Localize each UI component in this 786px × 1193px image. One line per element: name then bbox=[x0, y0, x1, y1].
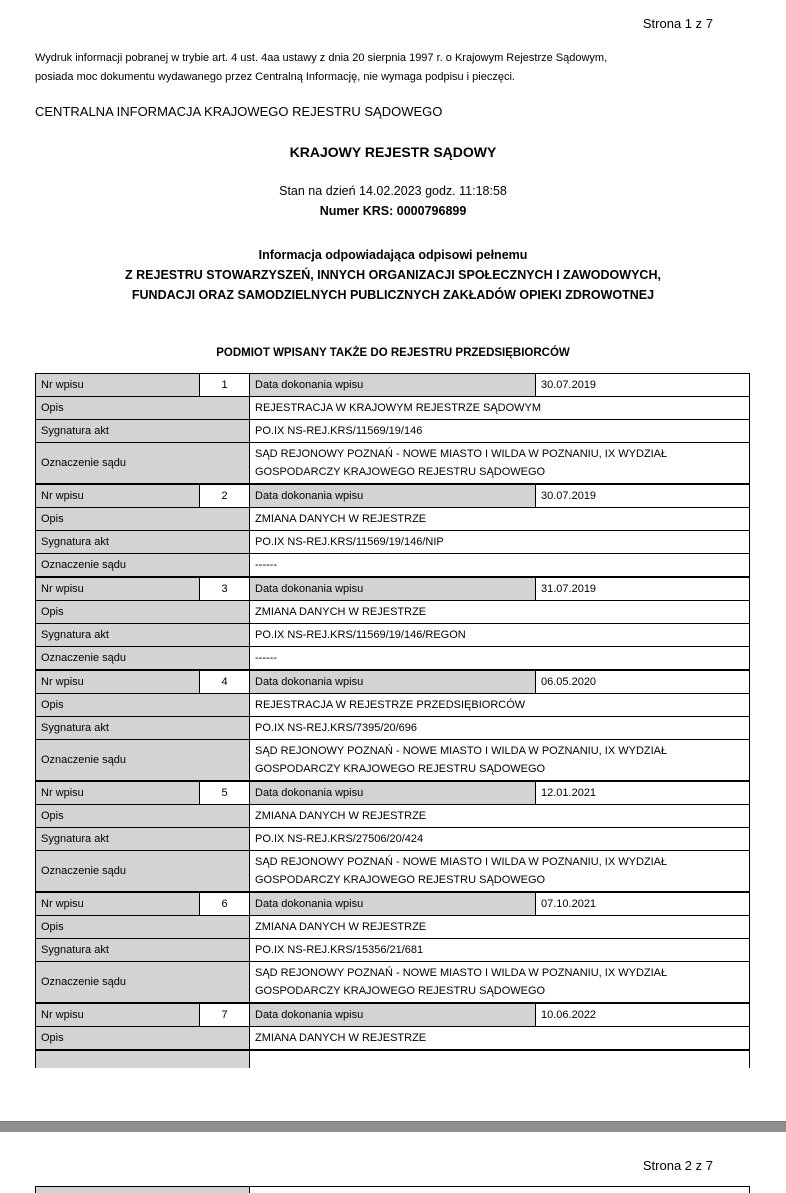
entry-row-sad bbox=[36, 740, 749, 781]
extract-type-line3: FUNDACJI ORAZ SAMODZIELNYCH PUBLICZNYCH ZAKŁADÓW OPIEKI ZDROWOTNEJ bbox=[131, 288, 655, 302]
label-data-wpisu: Data dokonania wpisu bbox=[250, 485, 536, 507]
entry-row-number bbox=[36, 670, 749, 694]
clipped-value-cell bbox=[250, 1187, 749, 1193]
label-opis: Opis bbox=[36, 397, 250, 419]
page-break-separator bbox=[0, 1121, 786, 1132]
entry-row-sygnatura bbox=[36, 420, 749, 443]
label-sygnatura: Sygnatura akt bbox=[36, 828, 250, 850]
entry-sad: ------ bbox=[255, 559, 277, 571]
label-data-wpisu: Data dokonania wpisu bbox=[250, 578, 536, 600]
intro-line1: Wydruk informacji pobranej w trybie art. 4 ust. 4aa ustawy z dnia 20 sierpnia 1997 r. o Krajowym Rejestrze Sądowym, bbox=[35, 52, 608, 64]
entry-sad: SĄD REJONOWY POZNAŃ - NOWE MIASTO I WILDA W POZNANIU, IX WYDZIAŁ GOSPODARCZY KRAJOWEGO REJESTRU SĄDOWEGO bbox=[255, 967, 668, 997]
label-sad: Oznaczenie sądu bbox=[36, 851, 250, 891]
entry-row-opis bbox=[36, 1027, 749, 1050]
registry-title: KRAJOWY REJESTR SĄDOWY bbox=[289, 144, 497, 160]
extract-type-line1: Informacja odpowiadająca odpisowi pełnemu bbox=[258, 248, 528, 262]
label-data-wpisu: Data dokonania wpisu bbox=[250, 782, 536, 804]
entry-row-sygnatura bbox=[36, 624, 749, 647]
entry-opis: ZMIANA DANYCH W REJESTRZE bbox=[255, 513, 427, 525]
label-sygnatura: Sygnatura akt bbox=[36, 717, 250, 739]
entry-number: 5 bbox=[200, 782, 250, 804]
label-sygnatura: Sygnatura akt bbox=[36, 531, 250, 553]
entry-sygnatura: PO.IX NS-REJ.KRS/7395/20/696 bbox=[255, 722, 418, 734]
label-sad: Oznaczenie sądu bbox=[36, 647, 250, 669]
entry-opis: REJESTRACJA W KRAJOWYM REJESTRZE SĄDOWYM bbox=[255, 402, 542, 414]
entry-opis: REJESTRACJA W REJESTRZE PRZEDSIĘBIORCÓW bbox=[255, 699, 526, 711]
entry-sygnatura: PO.IX NS-REJ.KRS/27506/20/424 bbox=[255, 833, 424, 845]
entry-sad: SĄD REJONOWY POZNAŃ - NOWE MIASTO I WILDA W POZNANIU, IX WYDZIAŁ GOSPODARCZY KRAJOWEGO REJESTRU SĄDOWEGO bbox=[255, 745, 668, 775]
section-title: PODMIOT WPISANY TAKŻE DO REJESTRU PRZEDSIĘBIORCÓW bbox=[216, 347, 570, 359]
entry-sygnatura: PO.IX NS-REJ.KRS/15356/21/681 bbox=[255, 944, 424, 956]
entry-number: 2 bbox=[200, 485, 250, 507]
label-sygnatura: Sygnatura akt bbox=[36, 420, 250, 442]
entry-number: 3 bbox=[200, 578, 250, 600]
central-information-heading: CENTRALNA INFORMACJA KRAJOWEGO REJESTRU SĄDOWEGO bbox=[35, 104, 443, 119]
label-nr-wpisu: Nr wpisu bbox=[36, 671, 200, 693]
label-opis: Opis bbox=[36, 916, 250, 938]
krs-number-line: Numer KRS: 0000796899 bbox=[319, 204, 467, 218]
extract-type-block bbox=[0, 245, 786, 305]
label-nr-wpisu: Nr wpisu bbox=[36, 374, 200, 396]
entry-row-sygnatura bbox=[36, 828, 749, 851]
label-data-wpisu: Data dokonania wpisu bbox=[250, 893, 536, 915]
entry-number: 4 bbox=[200, 671, 250, 693]
label-nr-wpisu: Nr wpisu bbox=[36, 1004, 200, 1026]
label-nr-wpisu: Nr wpisu bbox=[36, 893, 200, 915]
entry-sad: ------ bbox=[255, 652, 277, 664]
entry-date: 06.05.2020 bbox=[541, 676, 597, 688]
entries-table bbox=[35, 373, 750, 1068]
label-sygnatura: Sygnatura akt bbox=[36, 624, 250, 646]
entry-number: 7 bbox=[200, 1004, 250, 1026]
entry-row-sad bbox=[36, 647, 749, 670]
label-sad: Oznaczenie sądu bbox=[36, 740, 250, 780]
entry-row-opis bbox=[36, 916, 749, 939]
label-nr-wpisu: Nr wpisu bbox=[36, 485, 200, 507]
entry-sygnatura: PO.IX NS-REJ.KRS/11569/19/146/NIP bbox=[255, 536, 444, 548]
entry-opis: ZMIANA DANYCH W REJESTRZE bbox=[255, 921, 427, 933]
label-nr-wpisu: Nr wpisu bbox=[36, 578, 200, 600]
entry-date: 31.07.2019 bbox=[541, 583, 597, 595]
clipped-label-cell bbox=[36, 1187, 250, 1193]
label-opis: Opis bbox=[36, 694, 250, 716]
label-opis: Opis bbox=[36, 601, 250, 623]
clipped-value-cell bbox=[250, 1051, 749, 1068]
entry-row-opis bbox=[36, 805, 749, 828]
label-sad: Oznaczenie sądu bbox=[36, 554, 250, 576]
label-data-wpisu: Data dokonania wpisu bbox=[250, 671, 536, 693]
entry-sad: SĄD REJONOWY POZNAŃ - NOWE MIASTO I WILDA W POZNANIU, IX WYDZIAŁ GOSPODARCZY KRAJOWEGO REJESTRU SĄDOWEGO bbox=[255, 448, 668, 478]
entry-row-sad bbox=[36, 851, 749, 892]
entry-row-opis bbox=[36, 601, 749, 624]
entry-row-number bbox=[36, 892, 749, 916]
label-data-wpisu: Data dokonania wpisu bbox=[250, 1004, 536, 1026]
entry-row-number bbox=[36, 1003, 749, 1027]
label-sygnatura: Sygnatura akt bbox=[36, 939, 250, 961]
entry-opis: ZMIANA DANYCH W REJESTRZE bbox=[255, 606, 427, 618]
entry-date: 10.06.2022 bbox=[541, 1009, 597, 1021]
page2-number-label: Strona 2 z 7 bbox=[642, 1158, 713, 1173]
entry-row-sad bbox=[36, 443, 749, 484]
label-opis: Opis bbox=[36, 805, 250, 827]
entry-row-sygnatura bbox=[36, 939, 749, 962]
entry-row-number bbox=[36, 484, 749, 508]
label-sad: Oznaczenie sądu bbox=[36, 443, 250, 483]
entry-row-sygnatura bbox=[36, 717, 749, 740]
entry-row-sad bbox=[36, 962, 749, 1003]
page1-number-label: Strona 1 z 7 bbox=[642, 16, 713, 31]
clipped-row bbox=[36, 1050, 749, 1068]
entry-sad: SĄD REJONOWY POZNAŃ - NOWE MIASTO I WILDA W POZNANIU, IX WYDZIAŁ GOSPODARCZY KRAJOWEGO REJESTRU SĄDOWEGO bbox=[255, 856, 668, 886]
entry-sygnatura: PO.IX NS-REJ.KRS/11569/19/146 bbox=[255, 425, 423, 437]
entry-date: 12.01.2021 bbox=[541, 787, 597, 799]
entry-number: 1 bbox=[200, 374, 250, 396]
entry-sygnatura: PO.IX NS-REJ.KRS/11569/19/146/REGON bbox=[255, 629, 466, 641]
entry-opis: ZMIANA DANYCH W REJESTRZE bbox=[255, 1032, 427, 1044]
label-data-wpisu: Data dokonania wpisu bbox=[250, 374, 536, 396]
entry-row-number bbox=[36, 781, 749, 805]
extract-type-line2: Z REJESTRU STOWARZYSZEŃ, INNYCH ORGANIZACJI SPOŁECZNYCH I ZAWODOWYCH, bbox=[125, 268, 661, 282]
state-as-of-line: Stan na dzień 14.02.2023 godz. 11:18:58 bbox=[279, 184, 507, 198]
entry-opis: ZMIANA DANYCH W REJESTRZE bbox=[255, 810, 427, 822]
intro-paragraph bbox=[35, 49, 750, 87]
label-nr-wpisu: Nr wpisu bbox=[36, 782, 200, 804]
entry-date: 07.10.2021 bbox=[541, 898, 597, 910]
entry-row-opis bbox=[36, 694, 749, 717]
entry-row-opis bbox=[36, 397, 749, 420]
entry-number: 6 bbox=[200, 893, 250, 915]
entry-row-number bbox=[36, 577, 749, 601]
label-sad: Oznaczenie sądu bbox=[36, 962, 250, 1002]
entry-row-sad bbox=[36, 554, 749, 577]
entry-row-sygnatura bbox=[36, 531, 749, 554]
label-opis: Opis bbox=[36, 508, 250, 530]
entry-row-opis bbox=[36, 508, 749, 531]
entry-date: 30.07.2019 bbox=[541, 379, 597, 391]
entry-date: 30.07.2019 bbox=[541, 490, 597, 502]
intro-line2: posiada moc dokumentu wydawanego przez Centralną Informację, nie wymaga podpisu i pieczęci. bbox=[35, 71, 515, 83]
label-opis: Opis bbox=[36, 1027, 250, 1049]
entry-row-number bbox=[36, 374, 749, 397]
clipped-label-cell bbox=[36, 1051, 250, 1068]
